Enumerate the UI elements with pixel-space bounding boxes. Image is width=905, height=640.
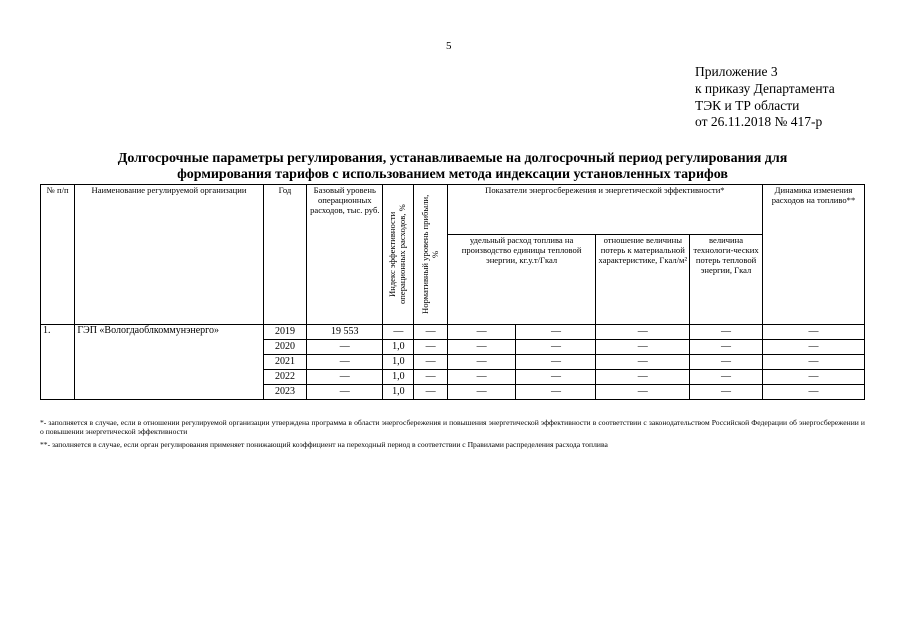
cell-tech-losses: — [690,355,763,370]
cell-index: 1,0 [383,340,414,355]
cell-fuel-1: — [447,370,516,385]
cell-loss-ratio: — [596,385,690,400]
cell-tech-losses: — [690,370,763,385]
cell-loss-ratio: — [596,370,690,385]
cell-fuel-2: — [516,340,596,355]
cell-index: 1,0 [383,385,414,400]
footnote-2: **- заполняется в случае, если орган регулирования применяет понижающий коэффициент на переходный период в соответствии с Правилами распределения расхода топлива [40,440,608,449]
header-specific-fuel: удельный расход топлива на производство единицы тепловой энергии, кг.у.т/Гкал [447,235,596,325]
title-line-2: формирования тарифов с использованием метода индексации установленных тарифов [177,167,728,182]
cell-base: 19 553 [307,325,383,340]
cell-base: — [307,370,383,385]
cell-dynamics: — [762,385,864,400]
cell-profit: — [414,370,447,385]
header-energy-group: Показатели энергосбережения и энергетической эффективности* [447,185,762,235]
cell-fuel-1: — [447,325,516,340]
cell-tech-losses: — [690,385,763,400]
cell-index: 1,0 [383,370,414,385]
cell-base: — [307,340,383,355]
cell-profit: — [414,385,447,400]
header-tech-losses: величина технологи-ческих потерь тепловой энергии, Гкал [690,235,763,325]
cell-fuel-2: — [516,355,596,370]
cell-dynamics: — [762,325,864,340]
cell-fuel-1: — [447,355,516,370]
page-number: 5 [446,40,452,52]
cell-base: — [307,385,383,400]
cell-year: 2022 [263,370,307,385]
appendix-line-1: Приложение 3 [695,64,778,79]
cell-fuel-1: — [447,340,516,355]
cell-year: 2023 [263,385,307,400]
header-index-cell [383,185,414,325]
header-year: Год [263,185,307,325]
cell-year: 2019 [263,325,307,340]
cell-fuel-2: — [516,370,596,385]
cell-fuel-2: — [516,325,596,340]
header-base-level: Базовый уровень операционных расходов, тыс. руб. [307,185,383,325]
cell-dynamics: — [762,370,864,385]
cell-tech-losses: — [690,325,763,340]
cell-index: — [383,325,414,340]
cell-profit: — [414,325,447,340]
cell-profit: — [414,355,447,370]
cell-index: 1,0 [383,355,414,370]
header-profit-cell [414,185,447,325]
footnote-1: *- заполняется в случае, если в отношении регулируемой организации утверждена программа в области энергосбережения и повышения энергетической эффективности в соответствии с законодательством Российской Федерации об энергосбережении и о повышении энергетической эффективности [40,418,865,436]
cell-num: 1. [41,325,75,400]
table-row [41,325,865,340]
cell-org: ГЭП «Вологдаоблкоммунэнерго» [75,325,263,400]
cell-tech-losses: — [690,340,763,355]
header-profit-level: Нормативный уровень прибыли, % [419,193,440,314]
appendix-block [695,64,835,131]
cell-fuel-1: — [447,385,516,400]
appendix-line-2: к приказу Департамента [695,80,835,96]
cell-loss-ratio: — [596,325,690,340]
appendix-line-4: от 26.11.2018 № 417-р [695,114,823,130]
header-fuel-dynamics: Динамика изменения расходов на топливо** [762,185,864,325]
cell-profit: — [414,340,447,355]
document-title [40,151,865,183]
cell-year: 2021 [263,355,307,370]
parameters-table [40,184,865,400]
cell-dynamics: — [762,355,864,370]
cell-base: — [307,355,383,370]
cell-fuel-2: — [516,385,596,400]
cell-year: 2020 [263,340,307,355]
header-num: № п/п [41,185,75,325]
appendix-line-3: ТЭК и ТР области [695,97,800,113]
title-line-1: Долгосрочные параметры регулирования, устанавливаемые на долгосрочный период регулирования для [117,151,788,166]
header-org: Наименование регулируемой организации [75,185,263,325]
header-loss-ratio: отношение величины потерь к материальной характеристике, Гкал/м² [596,235,690,325]
cell-dynamics: — [762,340,864,355]
cell-loss-ratio: — [596,340,690,355]
header-efficiency-index: Индекс эффективности операционных расходов, % [387,203,408,304]
cell-loss-ratio: — [596,355,690,370]
